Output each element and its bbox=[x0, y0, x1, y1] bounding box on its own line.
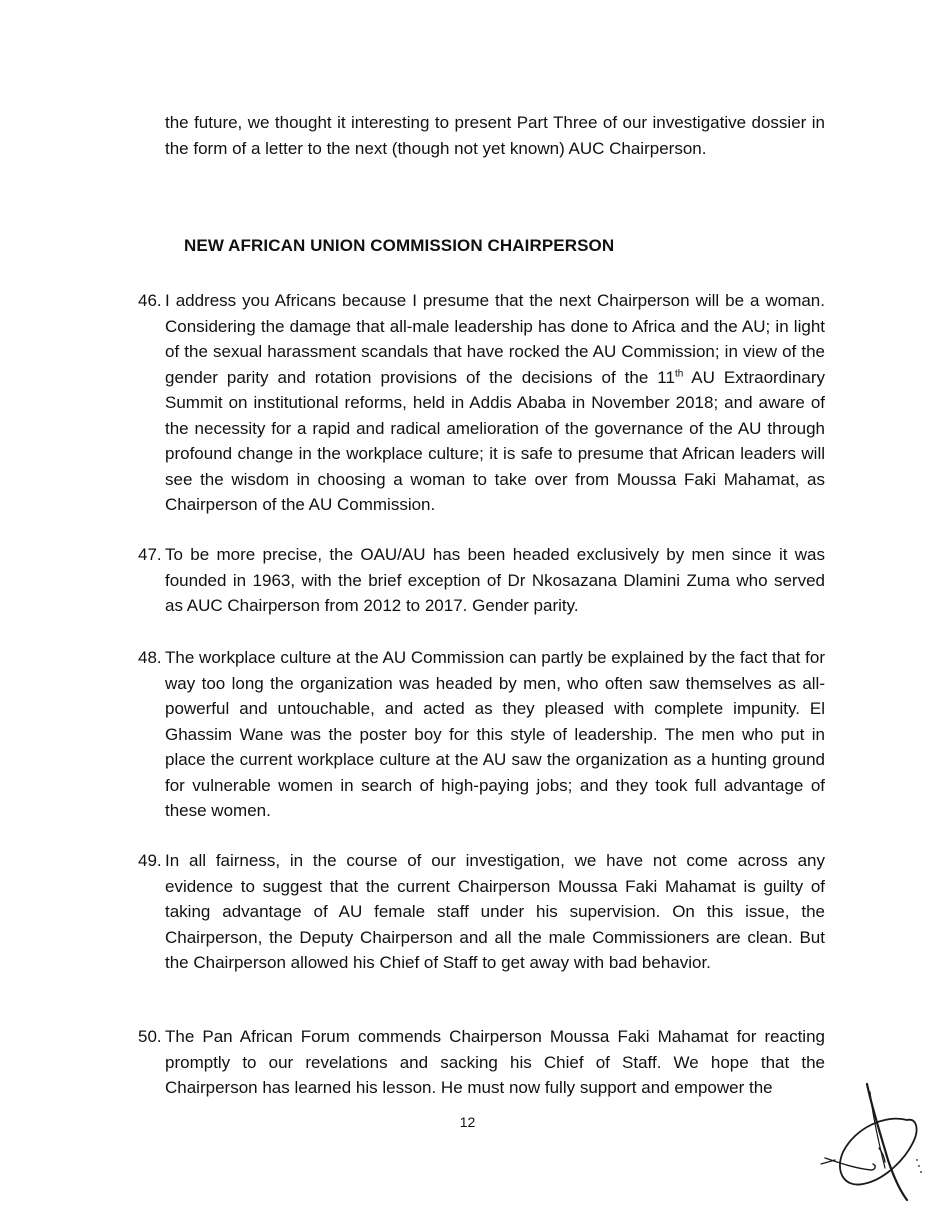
section-heading: NEW AFRICAN UNION COMMISSION CHAIRPERSON bbox=[184, 236, 615, 255]
paragraph-50 bbox=[138, 1024, 825, 1101]
paragraph-number: 49. bbox=[138, 851, 162, 870]
paragraph-49 bbox=[138, 848, 825, 976]
page-number: 12 bbox=[459, 1114, 476, 1130]
paragraph-number: 48. bbox=[138, 648, 162, 667]
paragraph-text: In all fairness, in the course of our investigation, we have not come across any evidence to suggest that the current Chairperson Moussa Faki Mahamat is guilty of taking advantage of AU female staff under his supervision. On this issue, the Chairperson, the Deputy Chairperson and all the male Commissioners are clean. But the Chairperson allowed his Chief of Staff to get away with bad behavior. bbox=[165, 851, 825, 972]
ordinal-superscript: th bbox=[674, 367, 684, 379]
paragraph-47 bbox=[138, 542, 825, 619]
paragraph-text: The workplace culture at the AU Commission can partly be explained by the fact that for way too long the organization was headed by men, who often saw themselves as all-powerful and untouchable, and acted as they pleased with complete impunity. El Ghassim Wane was the poster boy for this style of leadership. The men who put in place the current workplace culture at the AU saw the organization as a hunting ground for vulnerable women in search of high-paying jobs; and they took full advantage of these women. bbox=[165, 648, 825, 820]
paragraph-number: 47. bbox=[138, 545, 162, 564]
paragraph-number: 50. bbox=[138, 1027, 162, 1046]
paragraph-text-part: AU Extraordinary Summit on institutional reforms, held in Addis Ababa in November 2018; and aware of the necessity for a rapid and radical amelioration of the governance of the AU through profound change in the workplace culture; it is safe to presume that African leaders will see the wisdom in choosing a woman to take over from Moussa Faki Mahamat, as Chairperson of the AU Commission. bbox=[165, 367, 825, 514]
paragraph-text: To be more precise, the OAU/AU has been headed exclusively by men since it was founded in 1963, with the brief exception of Dr Nkosazana Dlamini Zuma who served as AUC Chairperson from 2012 to 2017. Gender parity. bbox=[165, 545, 825, 615]
intro-paragraph: the future, we thought it interesting to present Part Three of our investigative dossier in the form of a letter to the next (though not yet known) AUC Chairperson. bbox=[165, 113, 825, 158]
signature-icon bbox=[815, 1078, 925, 1203]
paragraph-48 bbox=[138, 645, 825, 824]
paragraph-number: 46. bbox=[138, 291, 162, 310]
paragraph-text-part: I address you Africans because I presume that the next Chairperson will be a woman. Considering the damage that all-male leadership has done to Africa and the AU; in light of the sexual harassment scandals that have rocked the AU Commission; in view of the gender parity and rotation provisions of the decisions of the 11 bbox=[165, 291, 825, 387]
paragraph-text: The Pan African Forum commends Chairperson Moussa Faki Mahamat for reacting promptly to our revelations and sacking his Chief of Staff. We hope that the Chairperson has learned his lesson. He must now fully support and empower the bbox=[165, 1027, 825, 1097]
paragraph-46 bbox=[138, 288, 825, 518]
paragraph-text bbox=[165, 288, 825, 518]
